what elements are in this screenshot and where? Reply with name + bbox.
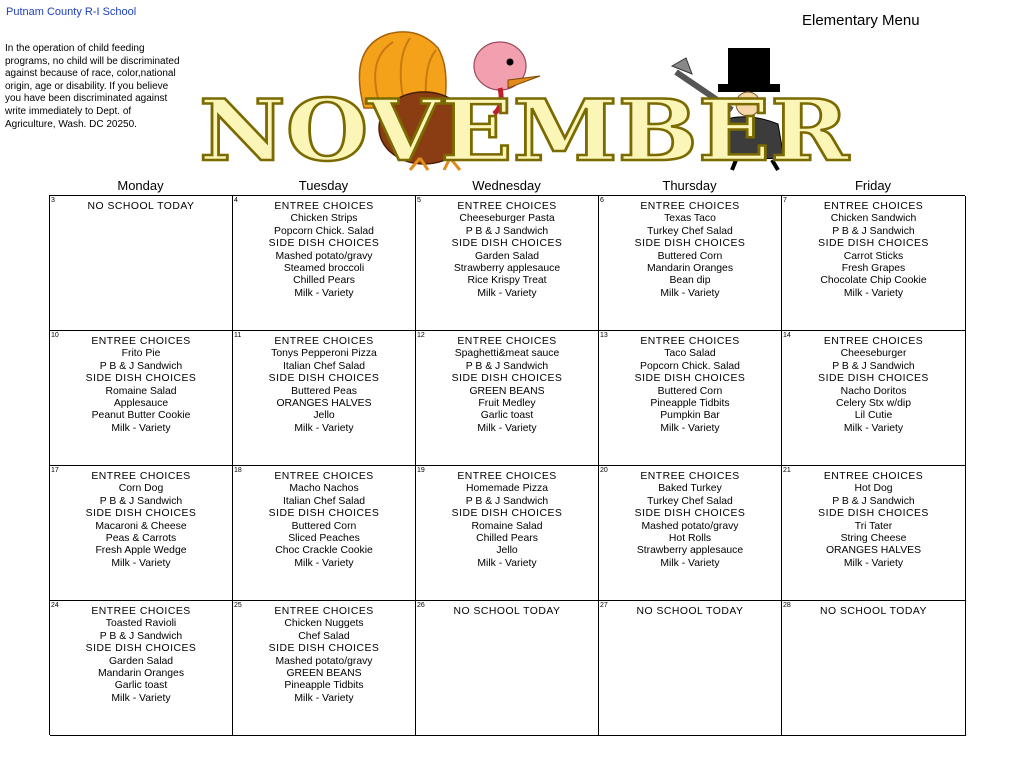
menu-item: Milk - Variety [294,422,354,434]
day-number: 14 [783,332,791,339]
menu-section-heading: NO SCHOOL TODAY [87,201,195,212]
month-title: NOVEMBER [199,88,851,168]
menu-item: Buttered Corn [657,385,723,397]
menu-items [599,466,781,570]
menu-item: Toasted Ravioli [105,618,177,630]
day-number: 27 [600,602,608,609]
menu-item: Steamed broccoli [283,263,365,275]
menu-item: Hot Rolls [668,533,712,545]
menu-item: Jello [496,545,518,557]
menu-item: Chicken Sandwich [830,213,917,225]
menu-section-heading: SIDE DISH CHOICES [268,373,380,385]
calendar-day-cell [782,196,966,331]
menu-item: Rice Krispy Treat [467,275,547,287]
day-number: 5 [417,197,421,204]
menu-item: GREEN BEANS [469,385,545,397]
menu-items [50,196,232,213]
menu-section-heading: ENTREE CHOICES [457,336,557,347]
menu-section-heading: SIDE DISH CHOICES [818,373,929,385]
menu-item: Garlic toast [480,410,534,422]
menu-item: Pumpkin Bar [660,410,720,422]
menu-item: Choc Crackle Cookie [275,545,373,557]
menu-section-heading: SIDE DISH CHOICES [451,238,563,250]
menu-item: Pineapple Tidbits [650,398,730,410]
menu-item: Tri Tater [854,520,893,532]
calendar-day-cell [782,331,966,466]
menu-item: Fresh Apple Wedge [95,545,187,557]
menu-section-heading: SIDE DISH CHOICES [634,238,746,250]
menu-item: Cheeseburger Pasta [459,213,555,225]
menu-calendar [49,195,965,735]
menu-section-heading: SIDE DISH CHOICES [451,373,563,385]
menu-section-heading: SIDE DISH CHOICES [268,508,380,520]
menu-item: Frito Pie [121,348,161,360]
menu-item: Buttered Corn [291,520,357,532]
calendar-day-cell [782,466,966,601]
day-number: 11 [234,332,242,339]
menu-item: Milk - Variety [294,692,354,704]
menu-section-heading: ENTREE CHOICES [91,471,191,482]
weekday-wednesday: Wednesday [472,178,541,193]
calendar-day-cell [782,601,966,736]
menu-section-heading: SIDE DISH CHOICES [634,508,746,520]
menu-item: Popcorn Chick. Salad [274,225,374,237]
calendar-day-cell [233,331,416,466]
menu-item: Milk - Variety [294,557,354,569]
menu-item: Chilled Pears [293,275,355,287]
menu-item: ORANGES HALVES [825,545,922,557]
menu-items [50,331,232,435]
day-number: 24 [51,602,59,609]
menu-items [233,601,415,705]
menu-item: P B & J Sandwich [832,225,915,237]
menu-item: Spaghetti&meat sauce [454,348,560,360]
day-number: 21 [783,467,791,474]
menu-items [416,601,598,618]
calendar-day-cell [599,466,782,601]
month-banner [194,88,854,168]
menu-section-heading: SIDE DISH CHOICES [818,508,929,520]
menu-section-heading: ENTREE CHOICES [457,471,557,482]
menu-title: Elementary Menu [802,12,920,29]
menu-item: Italian Chef Salad [282,360,366,372]
menu-section-heading: ENTREE CHOICES [823,336,924,347]
menu-item: Mashed potato/gravy [275,250,373,262]
menu-section-heading: NO SCHOOL TODAY [636,606,744,617]
menu-section-heading: ENTREE CHOICES [274,336,374,347]
menu-section-heading: ENTREE CHOICES [457,201,557,212]
menu-item: String Cheese [840,533,907,545]
menu-items [782,601,965,618]
menu-section-heading: SIDE DISH CHOICES [85,508,197,520]
menu-item: P B & J Sandwich [465,360,549,372]
calendar-day-cell [416,601,599,736]
menu-item: Chilled Pears [476,533,538,545]
menu-item: Milk - Variety [477,557,537,569]
menu-items [416,466,598,570]
menu-item: Lil Cutie [854,410,893,422]
menu-item: Chicken Nuggets [284,618,364,630]
menu-item: Baked Turkey [658,483,722,495]
menu-section-heading: SIDE DISH CHOICES [85,643,197,655]
menu-item: GREEN BEANS [286,668,362,680]
menu-items [599,331,781,435]
menu-items [599,601,781,618]
menu-item: Strawberry applesauce [453,263,561,275]
menu-item: ORANGES HALVES [276,398,372,410]
menu-section-heading: SIDE DISH CHOICES [451,508,563,520]
day-number: 20 [600,467,608,474]
menu-items [416,331,598,435]
menu-item: Chicken Strips [290,213,358,225]
menu-item: Cheeseburger [840,348,907,360]
day-number: 10 [51,332,59,339]
menu-item: P B & J Sandwich [832,495,915,507]
menu-item: Milk - Variety [111,692,171,704]
menu-items [782,466,965,570]
calendar-day-cell [416,331,599,466]
calendar-day-cell [233,196,416,331]
menu-items [50,601,232,705]
calendar-day-cell [50,466,233,601]
day-number: 13 [600,332,608,339]
menu-item: Applesauce [113,398,169,410]
menu-item: Sliced Peaches [288,533,360,545]
menu-item: Turkey Chef Salad [647,225,733,237]
day-number: 25 [234,602,242,609]
menu-item: Milk - Variety [477,287,537,299]
menu-section-heading: ENTREE CHOICES [91,336,191,347]
calendar-day-cell [233,466,416,601]
menu-items [233,331,415,435]
menu-section-heading: ENTREE CHOICES [274,606,374,617]
weekday-header [49,178,965,193]
menu-item: Macho Nachos [289,483,359,495]
day-number: 28 [783,602,791,609]
nondiscrimination-notice: In the operation of child feeding programs, no child will be discriminated against because of race, color,national origin, age or disability. If you believe you have been discriminated against write immediately to Dept. of Agriculture, Wash. DC 20250. [5,43,180,130]
menu-item: Milk - Variety [660,422,720,434]
menu-item: Romaine Salad [105,385,177,397]
top-hat-icon [718,48,780,92]
calendar-day-cell [599,196,782,331]
menu-item: Pineapple Tidbits [284,680,364,692]
menu-item: Garlic toast [114,680,168,692]
menu-item: Chef Salad [298,630,350,642]
day-number: 7 [783,197,787,204]
calendar-day-cell [50,196,233,331]
day-number: 12 [417,332,425,339]
menu-section-heading: SIDE DISH CHOICES [268,238,380,250]
day-number: 18 [234,467,242,474]
weekday-thursday: Thursday [662,178,717,193]
menu-item: Buttered Peas [291,385,357,397]
weekday-friday: Friday [854,178,892,193]
weekday-monday: Monday [117,178,164,193]
menu-item: Corn Dog [118,483,164,495]
day-number: 26 [417,602,425,609]
menu-item: Mashed potato/gravy [641,520,739,532]
menu-item: Bean dip [669,275,711,287]
menu-item: Macaroni & Cheese [95,520,187,532]
menu-item: Strawberry applesauce [636,545,744,557]
menu-item: Carrot Sticks [843,250,904,262]
menu-item: Milk - Variety [660,557,720,569]
menu-section-heading: ENTREE CHOICES [640,336,740,347]
calendar-day-cell [50,331,233,466]
school-name: Putnam County R-I School [6,6,137,18]
menu-item: P B & J Sandwich [465,495,549,507]
menu-item: Romaine Salad [471,520,543,532]
menu-item: Milk - Variety [477,422,537,434]
menu-item: Milk - Variety [660,287,720,299]
menu-item: Buttered Corn [657,250,723,262]
calendar-day-cell [599,601,782,736]
calendar-day-cell [416,466,599,601]
menu-item: Milk - Variety [111,557,171,569]
menu-section-heading: ENTREE CHOICES [640,201,740,212]
menu-item: Fresh Grapes [841,263,906,275]
menu-section-heading: ENTREE CHOICES [640,471,740,482]
menu-items [416,196,598,300]
menu-item: P B & J Sandwich [99,360,183,372]
menu-item: Milk - Variety [843,422,904,434]
menu-section-heading: ENTREE CHOICES [274,471,374,482]
menu-item: Fruit Medley [478,398,536,410]
menu-section-heading: NO SCHOOL TODAY [819,606,927,617]
menu-items [233,196,415,300]
menu-item: Milk - Variety [843,557,904,569]
menu-section-heading: SIDE DISH CHOICES [818,238,929,250]
menu-items [782,331,965,435]
menu-section-heading: SIDE DISH CHOICES [634,373,746,385]
menu-item: Jello [313,410,335,422]
day-number: 19 [417,467,425,474]
menu-items [599,196,781,300]
menu-items [782,196,965,300]
menu-section-heading: ENTREE CHOICES [91,606,191,617]
menu-item: P B & J Sandwich [99,630,183,642]
calendar-day-cell [599,331,782,466]
menu-item: Hot Dog [854,483,893,495]
menu-item: Taco Salad [664,348,716,360]
menu-item: P B & J Sandwich [832,360,915,372]
menu-item: Milk - Variety [843,287,904,299]
menu-section-heading: ENTREE CHOICES [823,471,924,482]
menu-section-heading: SIDE DISH CHOICES [85,373,197,385]
menu-section-heading: NO SCHOOL TODAY [453,606,561,617]
menu-item: Celery Stx w/dip [835,398,912,410]
menu-item: Tonys Pepperoni Pizza [271,348,377,360]
menu-item: Texas Taco [664,213,716,225]
menu-item: Chocolate Chip Cookie [820,275,927,287]
menu-item: Mandarin Oranges [97,668,185,680]
menu-items [233,466,415,570]
menu-item: Turkey Chef Salad [647,495,733,507]
calendar-day-cell [50,601,233,736]
menu-item: Peas & Carrots [105,533,177,545]
calendar-day-cell [416,196,599,331]
day-number: 3 [51,197,55,204]
weekday-tuesday: Tuesday [298,178,349,193]
menu-item: Milk - Variety [294,287,354,299]
day-number: 17 [51,467,59,474]
menu-items [50,466,232,570]
calendar-day-cell [233,601,416,736]
menu-section-heading: ENTREE CHOICES [823,201,924,212]
menu-item: Popcorn Chick. Salad [640,360,740,372]
day-number: 6 [600,197,604,204]
menu-section-heading: ENTREE CHOICES [274,201,374,212]
menu-item: Mashed potato/gravy [275,655,373,667]
menu-section-heading: SIDE DISH CHOICES [268,643,380,655]
menu-item: P B & J Sandwich [465,225,549,237]
menu-item: Homemade Pizza [465,483,548,495]
menu-item: Garden Salad [474,250,540,262]
menu-item: Italian Chef Salad [282,495,366,507]
day-number: 4 [234,197,238,204]
menu-item: Mandarin Oranges [646,263,734,275]
menu-item: Garden Salad [108,655,174,667]
menu-item: Peanut Butter Cookie [91,410,191,422]
menu-item: Milk - Variety [111,422,171,434]
menu-item: Nacho Doritos [840,385,907,397]
menu-item: P B & J Sandwich [99,495,183,507]
